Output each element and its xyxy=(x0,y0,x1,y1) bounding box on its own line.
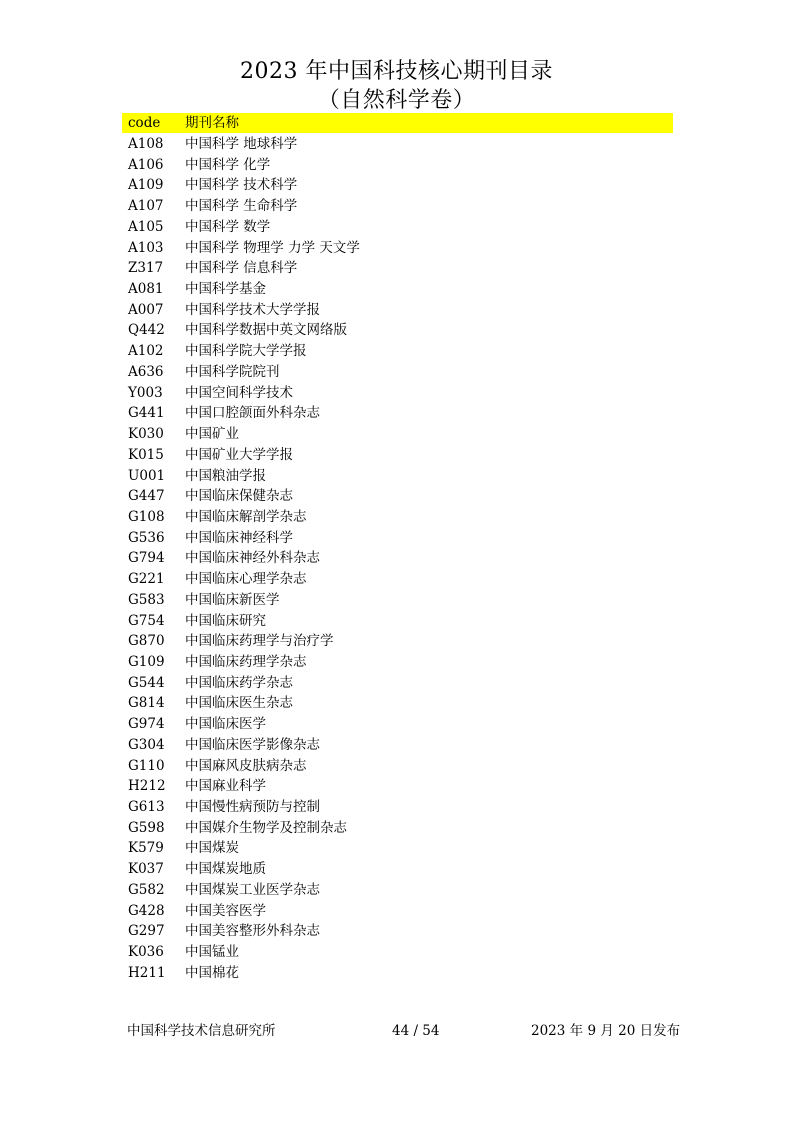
page-subtitle: （自然科学卷） xyxy=(317,88,476,113)
journal-name: 中国麻风皮肤病杂志 xyxy=(185,757,307,774)
journal-name: 中国科学数据中英文网络版 xyxy=(185,322,347,339)
journal-code: Y003 xyxy=(128,384,163,401)
journal-name: 中国科学 数学 xyxy=(185,218,271,235)
journal-name: 中国科学 信息科学 xyxy=(185,260,298,277)
journal-code: G536 xyxy=(128,529,165,546)
table-row xyxy=(122,486,673,507)
journal-code: A107 xyxy=(128,198,164,215)
header-code: code xyxy=(128,115,161,131)
table-header xyxy=(122,113,673,133)
journal-name: 中国锰业 xyxy=(185,944,239,961)
table-row xyxy=(122,611,673,632)
journal-code: G613 xyxy=(128,799,165,815)
journal-code: G582 xyxy=(128,881,165,898)
footer-publish-date: 2023 年 9 月 20 日发布 xyxy=(531,1023,681,1039)
table-row xyxy=(122,901,673,922)
table-row xyxy=(122,403,673,424)
journal-code: G870 xyxy=(128,633,165,650)
table-row xyxy=(122,921,673,942)
table-row xyxy=(122,134,673,155)
journal-name: 中国矿业 xyxy=(185,426,239,443)
table-row xyxy=(122,548,673,569)
journal-name: 中国科学 化学 xyxy=(185,156,271,173)
journal-name: 中国科学院院刊 xyxy=(185,363,280,380)
journal-code: G974 xyxy=(128,716,165,733)
journal-code: A108 xyxy=(128,136,164,152)
journal-code: A102 xyxy=(128,343,164,360)
journal-name: 中国科学 地球科学 xyxy=(185,136,298,152)
journal-name: 中国科学基金 xyxy=(185,281,266,298)
table-row xyxy=(122,300,673,321)
journal-name: 中国媒介生物学及控制杂志 xyxy=(185,819,347,836)
journal-name: 中国科学院大学学报 xyxy=(185,343,307,360)
journal-name: 中国科学 物理学 力学 天文学 xyxy=(185,239,360,256)
journal-name: 中国口腔颌面外科杂志 xyxy=(185,405,320,422)
journal-name: 中国临床医学影像杂志 xyxy=(185,736,320,753)
journal-name: 中国临床心理学杂志 xyxy=(185,571,307,588)
journal-name: 中国煤炭地质 xyxy=(185,861,266,878)
journal-code: G110 xyxy=(128,757,165,774)
journal-name: 中国临床研究 xyxy=(185,612,266,629)
table-row xyxy=(122,942,673,963)
journal-code: A103 xyxy=(128,239,164,256)
journal-code: G441 xyxy=(128,405,165,422)
journal-name: 中国空间科学技术 xyxy=(185,384,293,401)
table-row xyxy=(122,673,673,694)
journal-name: 中国科学 生命科学 xyxy=(185,198,298,215)
journal-code: K579 xyxy=(128,840,164,857)
table-row xyxy=(122,756,673,777)
journal-code: G297 xyxy=(128,923,165,940)
journal-code: K030 xyxy=(128,426,164,443)
table-row xyxy=(122,424,673,445)
table-row xyxy=(122,735,673,756)
journal-name: 中国美容医学 xyxy=(185,902,266,919)
journal-code: K015 xyxy=(128,446,164,463)
journal-code: A007 xyxy=(128,301,164,318)
table-row xyxy=(122,797,673,818)
journal-list xyxy=(122,134,673,983)
journal-code: K037 xyxy=(128,861,164,878)
journal-code: G754 xyxy=(128,612,165,629)
journal-name: 中国粮油学报 xyxy=(185,467,266,484)
journal-name: 中国临床新医学 xyxy=(185,591,280,608)
table-row xyxy=(122,631,673,652)
journal-code: A106 xyxy=(128,156,164,173)
table-row xyxy=(122,217,673,238)
table-row xyxy=(122,818,673,839)
journal-code: G814 xyxy=(128,695,165,712)
journal-code: A081 xyxy=(128,281,164,298)
journal-name: 中国慢性病预防与控制 xyxy=(185,799,320,815)
table-row xyxy=(122,507,673,528)
journal-code: Z317 xyxy=(128,260,164,277)
journal-name: 中国棉花 xyxy=(185,964,239,981)
table-row xyxy=(122,445,673,466)
journal-name: 中国临床药理学杂志 xyxy=(185,653,307,670)
journal-code: G583 xyxy=(128,591,165,608)
journal-name: 中国科学 技术科学 xyxy=(185,177,298,194)
journal-code: G221 xyxy=(128,571,165,588)
journal-code: A109 xyxy=(128,177,164,194)
table-row xyxy=(122,880,673,901)
table-row xyxy=(122,383,673,404)
journal-code: H211 xyxy=(128,964,166,981)
table-row xyxy=(122,320,673,341)
journal-name: 中国煤炭 xyxy=(185,840,239,857)
journal-name: 中国科学技术大学学报 xyxy=(185,301,320,318)
journal-name: 中国临床保健杂志 xyxy=(185,488,293,505)
journal-name: 中国临床解剖学杂志 xyxy=(185,508,307,525)
journal-name: 中国临床药理学与治疗学 xyxy=(185,633,334,650)
table-row xyxy=(122,196,673,217)
table-row xyxy=(122,362,673,383)
journal-name: 中国临床医学 xyxy=(185,716,266,733)
table-row xyxy=(122,590,673,611)
journal-code: G544 xyxy=(128,674,165,691)
footer-page-number: 44 / 54 xyxy=(392,1023,440,1039)
table-row xyxy=(122,155,673,176)
journal-code: A636 xyxy=(128,363,164,380)
table-row xyxy=(122,175,673,196)
journal-name: 中国临床神经外科杂志 xyxy=(185,550,320,567)
table-row xyxy=(122,693,673,714)
journal-code: G598 xyxy=(128,819,165,836)
journal-code: K036 xyxy=(128,944,164,961)
journal-code: G794 xyxy=(128,550,165,567)
table-row xyxy=(122,466,673,487)
table-row xyxy=(122,714,673,735)
journal-code: H212 xyxy=(128,778,166,795)
footer-organization: 中国科学技术信息研究所 xyxy=(127,1023,276,1039)
journal-code: G304 xyxy=(128,736,165,753)
journal-name: 中国麻业科学 xyxy=(185,778,266,795)
journal-code: G428 xyxy=(128,902,165,919)
table-row xyxy=(122,838,673,859)
journal-code: A105 xyxy=(128,218,164,235)
table-row xyxy=(122,652,673,673)
table-row xyxy=(122,528,673,549)
table-row xyxy=(122,963,673,984)
table-row xyxy=(122,859,673,880)
journal-code: G109 xyxy=(128,653,165,670)
table-row xyxy=(122,341,673,362)
table-row xyxy=(122,238,673,259)
journal-name: 中国临床医生杂志 xyxy=(185,695,293,712)
table-row xyxy=(122,776,673,797)
table-row xyxy=(122,569,673,590)
journal-code: G447 xyxy=(128,488,165,505)
journal-name: 中国临床药学杂志 xyxy=(185,674,293,691)
journal-name: 中国美容整形外科杂志 xyxy=(185,923,320,940)
page-title: 2023 年中国科技核心期刊目录 xyxy=(240,59,553,84)
table-row xyxy=(122,258,673,279)
header-journal-name: 期刊名称 xyxy=(185,115,239,131)
journal-code: Q442 xyxy=(128,322,165,339)
journal-name: 中国临床神经科学 xyxy=(185,529,293,546)
table-row xyxy=(122,279,673,300)
journal-code: G108 xyxy=(128,508,165,525)
journal-code: U001 xyxy=(128,467,166,484)
journal-name: 中国矿业大学学报 xyxy=(185,446,293,463)
journal-name: 中国煤炭工业医学杂志 xyxy=(185,881,320,898)
